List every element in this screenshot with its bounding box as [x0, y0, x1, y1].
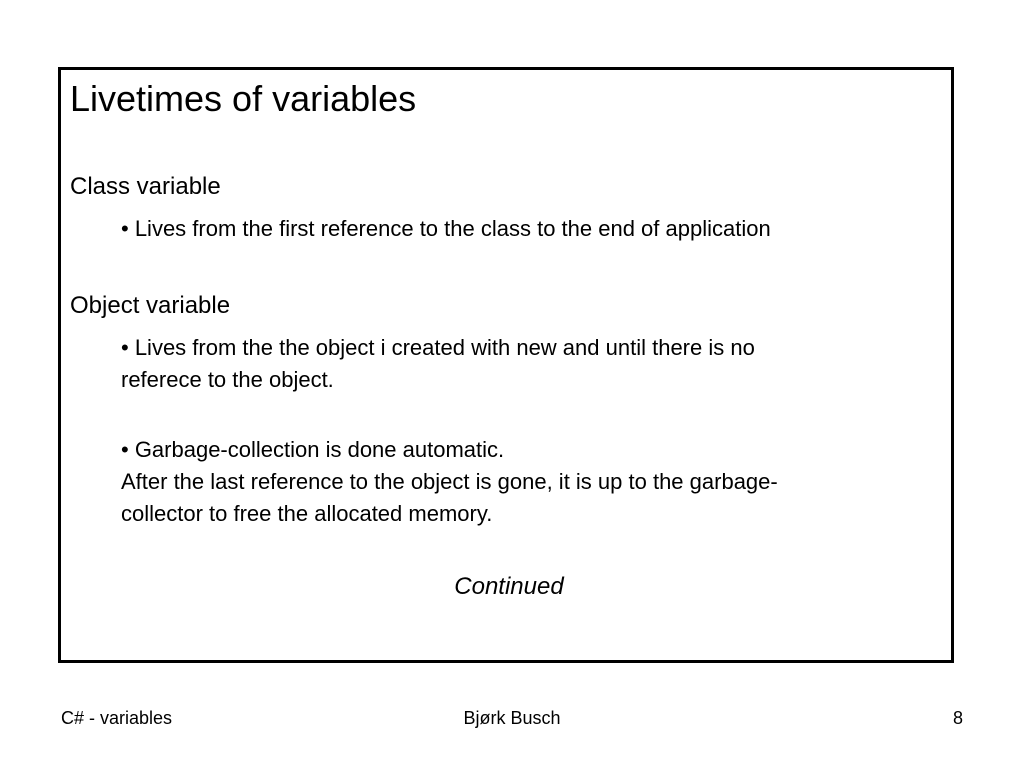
bullet-class-variable-lifetime: [121, 213, 911, 245]
bullet-garbage-collection: [121, 434, 911, 530]
footer-page-number: 8: [952, 708, 963, 728]
bullet-line: • Garbage-collection is done automatic.: [121, 437, 505, 462]
bullet-line: collector to free the allocated memory.: [121, 501, 493, 526]
bullet-line: referece to the object.: [121, 367, 334, 392]
bullet-line: • Lives from the first reference to the class to the end of application: [121, 216, 771, 241]
continued-label: Continued: [454, 573, 564, 600]
bullet-line: • Lives from the the object i created with new and until there is no: [121, 335, 755, 360]
footer-course-title: C# - variables: [61, 708, 173, 728]
heading-class-variable: Class variable: [70, 173, 221, 200]
bullet-object-variable-lifetime: [121, 332, 911, 396]
footer-author: Bjørk Busch: [463, 708, 561, 728]
bullet-line: After the last reference to the object is gone, it is up to the garbage-: [121, 469, 778, 494]
heading-object-variable: Object variable: [70, 292, 231, 319]
slide-title: Livetimes of variables: [70, 78, 417, 119]
